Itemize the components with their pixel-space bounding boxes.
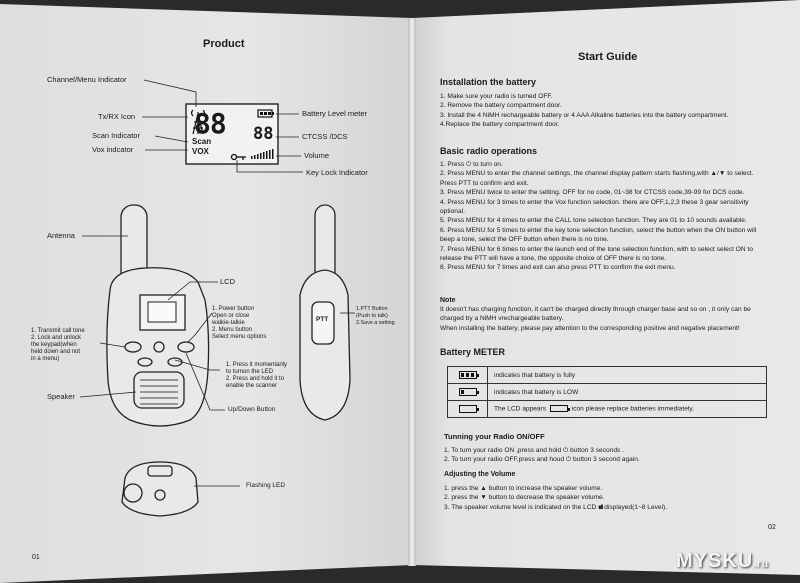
basic-ops-heading: Basic radio operations [440,146,538,156]
channel-menu-label: Channel/Menu Indicator [47,75,127,84]
install-step: 1. Make sure your radio is turned OFF. [440,93,553,100]
onoff-heading: Tunning your Radio ON/OFF [444,432,545,441]
charger-drawing [122,462,198,516]
flashing-led-label: Flashing LED [246,482,286,489]
txrx-label: Tx/RX Icon [98,112,136,121]
key-lock-label: Key Lock Indicator [306,168,368,177]
power-icon: ⏻ [563,447,569,454]
meter-text-full: indicates that battery is fully [488,367,767,384]
battery-level-label: Battery Level meter [302,109,368,118]
volume-level-icon: ıııIl [598,503,603,511]
ctcss-label: CTCSS /DCS [302,132,348,141]
lcd-channel-digits: 88 [194,107,226,140]
ptt-key-label: PTT [316,316,329,323]
watermark: MYSKU.ru [676,550,770,572]
basic-step: 1. Press ⏻ to turn on. [440,161,503,168]
install-step: 2. Remove the battery compartment door. [440,102,562,110]
table-row [448,367,767,384]
vox-label: Vox indcator [92,145,134,154]
ptt-callout: 1.PTT Button (Push to talk) 2.Save a setting [356,306,395,326]
lcd-scan-indicator: Scan [192,137,212,146]
meter-text-empty-before: The LCD appears [494,405,547,413]
volume-step: 1. press the ▲ button to increase the speaker volume. [444,485,603,492]
basic-step: 2. Press MENU to enter the channel settings, the channel display pattern starts flashing,with ▲/▼ to select. Press PTT to confirm and exit. [440,170,754,187]
radio-diagram [0,0,410,540]
product-title: Product [203,38,245,50]
speaker-label: Speaker [47,392,75,401]
battery-full-icon [459,371,477,379]
onoff-steps [444,446,774,465]
basic-step: 5. Press MENU for 4 times to enter the CALL tone selection function. They are 01 to 10 sounds available. [440,217,747,225]
volume-step: 3. The speaker volume level is indicated on the LCD ıııIl displayed(1~8 Level). [444,503,668,511]
volume-label: Volume [304,151,330,160]
updown-label: Up/Down Button [228,406,276,413]
basic-ops-steps [440,160,772,273]
volume-steps [444,484,774,512]
start-guide-title: Start Guide [578,51,638,63]
basic-step: 4. Press MENU for 3 times to enter the Vox function selection. there are OFF,1,2,3 these 3 gear sensitivity optional. [440,198,749,216]
install-step: 4.Replace the battery compartment door. [440,121,560,129]
battery-low-icon [459,388,477,396]
volume-step: 2. press the ▼ button to decrease the speaker volume. [444,494,605,502]
led-scanner-callout: 1. Press it momentarily to turnon the LED 2. Press and hold it to enable the scanner [226,362,288,389]
onoff-step: 2. To turn your radio OFF,press and houd ⏻ button 3 second again. [444,456,640,464]
power-menu-callout: 1. Power button Open or close walkie-talkie 2. Menu button Select menu options [212,306,267,340]
up-arrow-icon: ▲ [480,485,487,492]
lcd-ctcss-digits: 88 [253,124,274,144]
battery-empty-inline-icon [550,405,568,412]
transmit-lock-callout: 1. Transmit call tone 2. Lock and unlock the keypad(when held down and not in a menu) [31,328,85,362]
table-row [448,401,767,418]
table-row [448,384,767,401]
basic-step: 6. Press MENU for 5 times to enter the key tone selection function, select the button when the ON button will beep a tone, select the OFF button when there is no tone. [440,226,757,244]
page-number-right: 02 [768,524,776,531]
basic-step: 7. Press MENU for 6 times to enter the launch end of the tone selection function, with to select select ON to release the PTT will have a tone, the opposite choice of OFF there is no tone. [440,245,753,263]
battery-meter-table [447,366,767,418]
down-arrow-icon: ▼ [480,494,487,502]
lcd-label: LCD [220,277,236,286]
basic-step: 3. Press MENU twice to enter the setting. OFF for no code, 01~38 for CTCSS code,39-99 for DCS code. [440,189,745,197]
install-steps [440,92,770,130]
lcd-vox-indicator: VOX [192,147,209,156]
scan-label: Scan Indicator [92,131,140,140]
battery-empty-icon [459,405,477,413]
install-heading: Installation the battery [440,77,537,87]
meter-text-empty-after: icon please replace batteries immediately. [571,405,695,413]
volume-heading: Adjusting the Volume [444,471,516,478]
page-number-left: 01 [32,554,40,561]
basic-step: 8. Press MENU for 7 times and exit can also press PTT to confirm the exit menu. [440,264,676,272]
battery-meter-heading: Battery METER [440,347,506,357]
antenna-label: Antenna [47,231,75,240]
onoff-step: 1. To turn your radio ON ,press and hold ⏻ button 3 seconds . [444,447,624,454]
install-step: 3. Install the 4 NiMH rechargeable battery or 4 AAA Alkaline batteries into the battery compartment. [440,111,729,119]
power-icon: ⏻ [565,456,572,464]
note-label: Note [440,297,456,304]
meter-text-low: indicates that battery is LOW [488,384,767,401]
note-text: It doesn't has charging function, it can't be charged directly through charger base and so on , it only can be charged by a NiMH vrechargeable battery. When installing the battery, please pay attention to the corresponding positive and negative placement! [440,306,751,332]
